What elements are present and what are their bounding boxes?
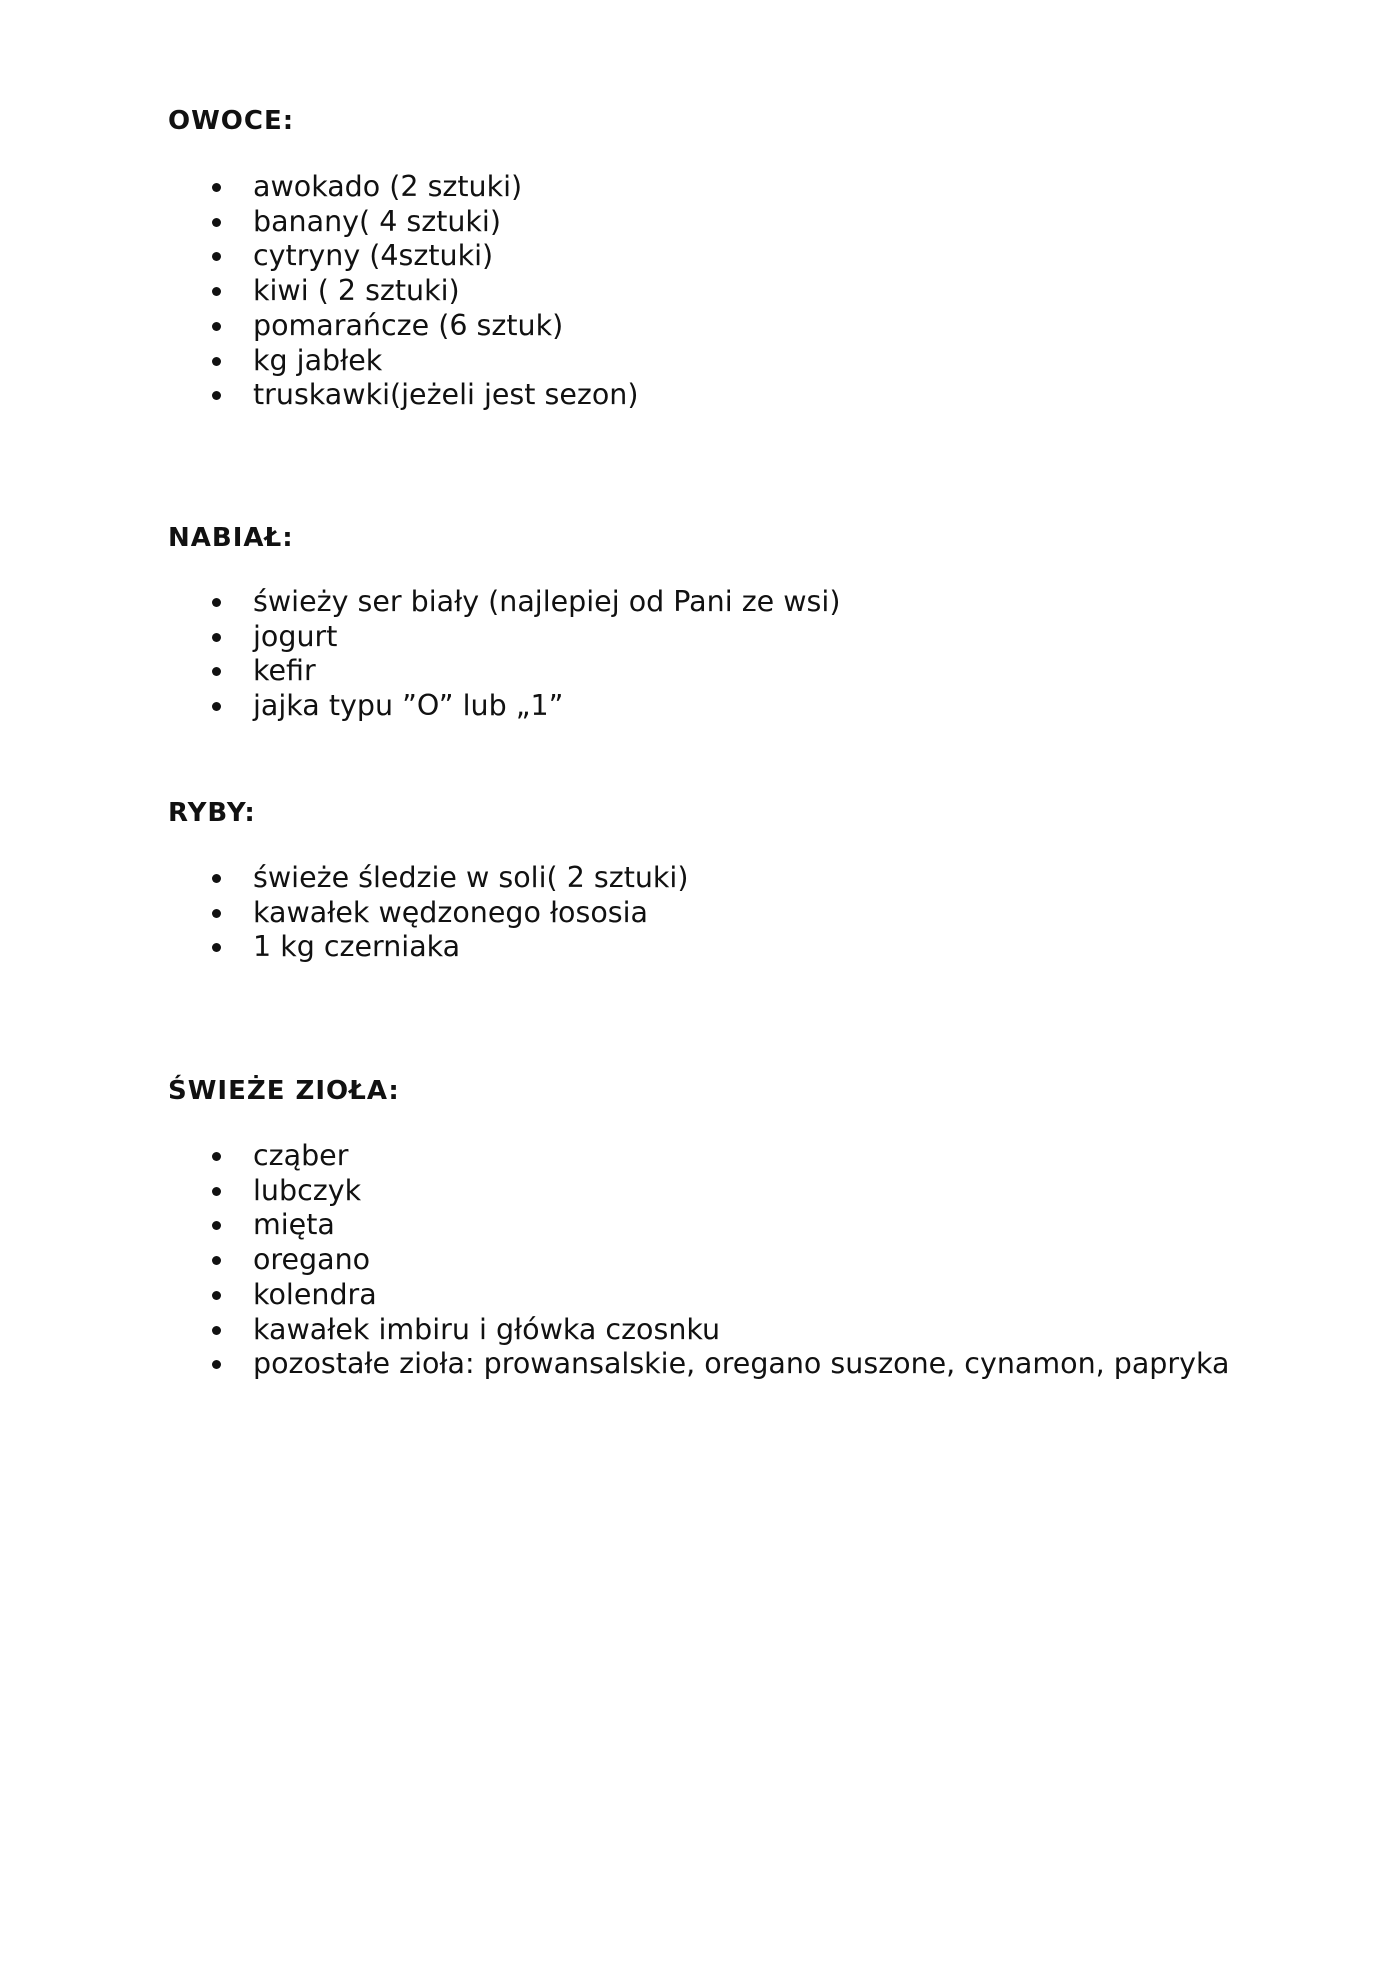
- list-item-text: oregano: [253, 1243, 371, 1277]
- bullet-icon: [212, 633, 221, 642]
- list-item-text: kawałek imbiru i główka czosnku: [253, 1312, 721, 1346]
- list-item-text: awokado (2 sztuki): [253, 170, 523, 203]
- bullet-icon: [212, 1291, 221, 1300]
- list-item: [212, 1174, 1229, 1209]
- list-item-text: jogurt: [253, 619, 338, 653]
- list-item: [212, 1313, 1229, 1348]
- section-ryby: [168, 797, 1318, 964]
- list-item: [212, 1208, 1229, 1243]
- section-heading: NABIAŁ:: [168, 523, 294, 553]
- list-item-text: kg jabłek: [253, 343, 383, 377]
- list-item: [212, 1139, 1229, 1174]
- section-owoce: [168, 105, 1318, 412]
- bullet-icon: [212, 183, 221, 192]
- bullet-icon: [212, 252, 221, 261]
- bullet-icon: [212, 1187, 221, 1196]
- list-item-text: cytryny (4sztuki): [253, 239, 494, 273]
- bullet-icon: [212, 357, 221, 366]
- list-item-text: mięta: [253, 1208, 335, 1242]
- bullet-icon: [212, 1256, 221, 1265]
- item-list: [212, 170, 638, 413]
- list-item-text: świeży ser biały (najlepiej od Pani ze wsi): [253, 585, 841, 618]
- list-item: [212, 689, 840, 724]
- bullet-icon: [212, 667, 221, 676]
- list-item-text: banany( 4 sztuki): [253, 204, 501, 238]
- list-item-text: kawałek wędzonego łososia: [253, 895, 649, 929]
- list-item: [212, 896, 688, 931]
- bullet-icon: [212, 909, 221, 918]
- list-item-text: 1 kg czerniaka: [253, 930, 461, 964]
- list-item-text: pomarańcze (6 sztuk): [253, 308, 564, 342]
- list-item: [212, 274, 638, 309]
- list-item: [212, 239, 638, 274]
- bullet-icon: [212, 322, 221, 331]
- list-item: [212, 1278, 1229, 1313]
- list-item-text: pozostałe zioła: prowansalskie, oregano suszone, cynamon, papryka: [253, 1347, 1230, 1381]
- list-item: [212, 930, 688, 965]
- list-item: [212, 1347, 1229, 1382]
- list-item-text: jajka typu ”O” lub „1”: [253, 689, 564, 723]
- bullet-icon: [212, 943, 221, 952]
- list-item: [212, 585, 840, 620]
- list-item-text: kolendra: [253, 1277, 377, 1311]
- list-item-text: świeże śledzie w soli( 2 sztuki): [253, 861, 689, 894]
- item-list: [212, 861, 688, 965]
- list-item: [212, 170, 638, 205]
- bullet-icon: [212, 1360, 221, 1369]
- item-list: [212, 1139, 1229, 1382]
- list-item: [212, 620, 840, 655]
- list-item: [212, 309, 638, 344]
- list-item-text: lubczyk: [253, 1173, 362, 1207]
- bullet-icon: [212, 1221, 221, 1230]
- section-heading: OWOCE:: [168, 106, 295, 136]
- list-item: [212, 1243, 1229, 1278]
- bullet-icon: [212, 287, 221, 296]
- list-item: [212, 344, 638, 379]
- item-list: [212, 585, 840, 724]
- section-heading: RYBY:: [168, 798, 256, 828]
- section-heading: ŚWIEŻE ZIOŁA:: [168, 1076, 400, 1106]
- list-item-text: kefir: [253, 654, 316, 688]
- bullet-icon: [212, 1152, 221, 1161]
- list-item-text: kiwi ( 2 sztuki): [253, 274, 460, 308]
- bullet-icon: [212, 702, 221, 711]
- list-item: [212, 205, 638, 240]
- list-item-text: cząber: [253, 1139, 349, 1172]
- list-item: [212, 861, 688, 896]
- section-nabial: [168, 522, 1318, 723]
- list-item: [212, 654, 840, 689]
- bullet-icon: [212, 1326, 221, 1335]
- list-item: [212, 378, 638, 413]
- bullet-icon: [212, 874, 221, 883]
- bullet-icon: [212, 598, 221, 607]
- section-swieze-ziola: [168, 1075, 1318, 1381]
- bullet-icon: [212, 391, 221, 400]
- bullet-icon: [212, 218, 221, 227]
- list-item-text: truskawki(jeżeli jest sezon): [253, 378, 639, 412]
